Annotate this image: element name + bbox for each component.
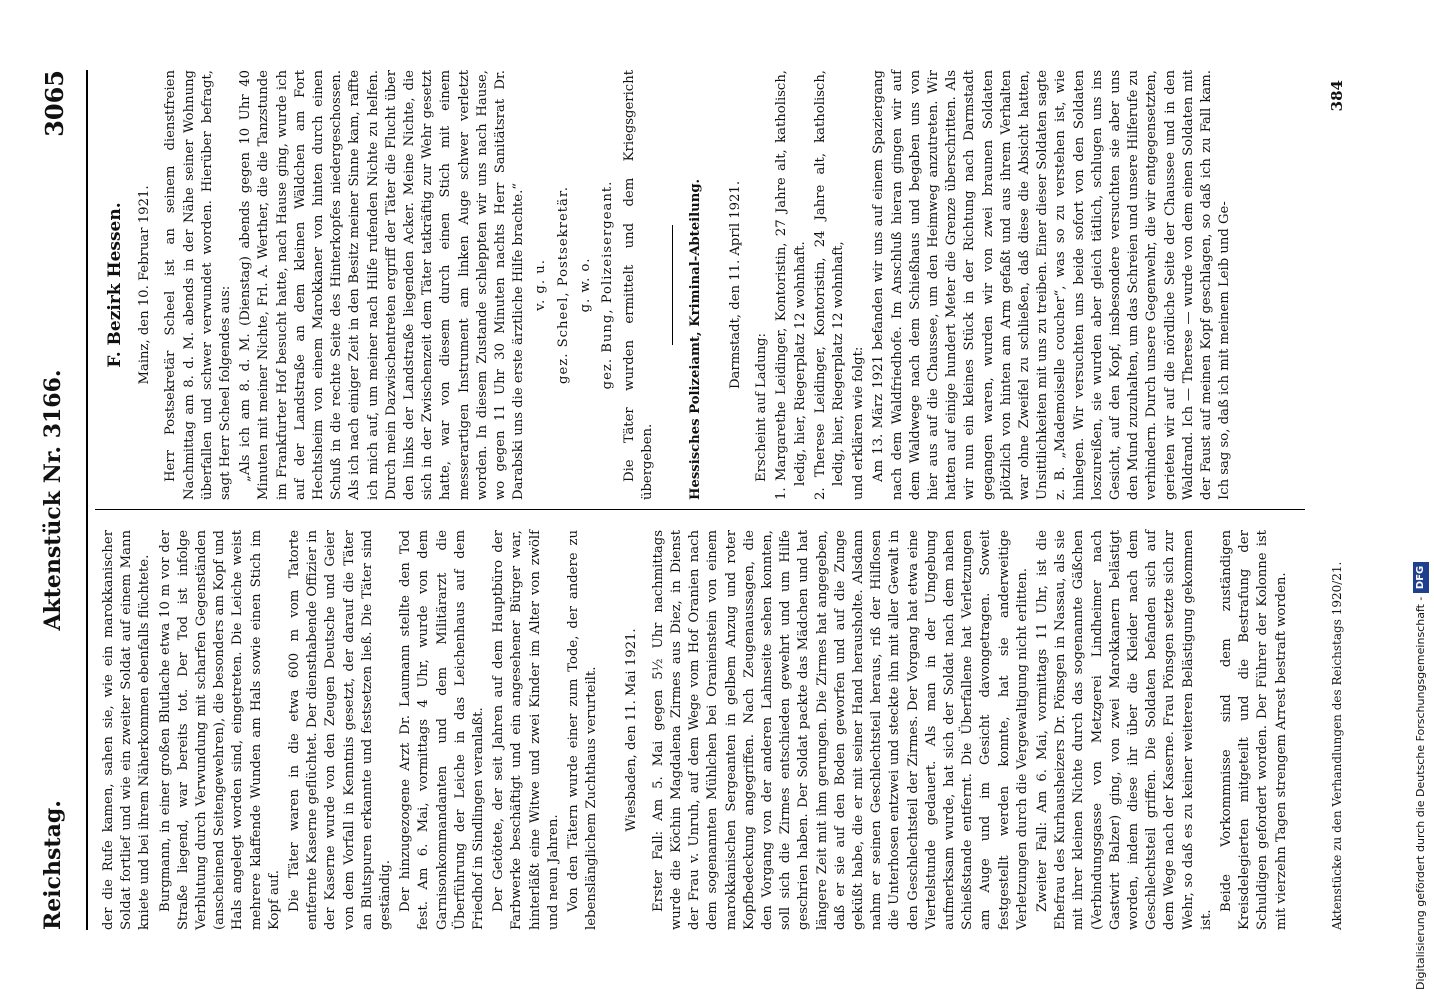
signature-line-1: v. g. u. <box>533 259 549 311</box>
signature-line-4: gez. Bung, Polizeisergeant. <box>600 180 616 390</box>
left-paragraph-9: Beide Vorkommnisse sind dem zuständigen Kreisdelegierten mitgeteilt und die Bestrafung der Schuldigen gefordert worden. Der Führer der Kolonne ist mit vierzehn Tagen strengem Arrest bestraft worden. <box>1218 530 1289 930</box>
left-dateline: Wiesbaden, den 11. Mai 1921. <box>624 628 640 832</box>
right-paragraph-4: und erklären wie folgt: <box>851 346 867 500</box>
digitization-credit <box>1410 10 1432 990</box>
witness-item-1: 1. Margarethe Leidinger, Kontoristin, 27 Jahre alt, katholisch, ledig, hier, Riegerplatz 12 wohnhaft. <box>774 70 808 500</box>
left-paragraph-4: Der hinzugezogene Arzt Dr. Laumann stellte den Tod fest. Am 6. Mai, vormittags 4 Uhr, wurde von dem Garnisonkommandanten und dem Militärarzt die Überführung der Leiche in das Leichenhaus auf dem Friedhof in Sindlingen veranlaßt. <box>398 530 487 930</box>
header-left: Reichstag. <box>40 800 66 930</box>
left-column <box>100 530 1289 930</box>
section-divider <box>672 225 673 345</box>
column-divider <box>95 509 1305 510</box>
left-paragraph-8: Zweiter Fall: Am 6. Mai, vormittags 11 Uhr, ist die Ehefrau des Kurhausheizers Dr. Pönsgen in Nassau, als sie mit ihrer kleinen Nichte durch das sogenannte Gäßchen (Verbindungsgasse von Metzgerei Lindheimer nach Gastwirt Balzer) ging, von zwei Marokkanern belästigt worden, indem diese ihr über die Kleider nach dem Geschlechtsteil griffen. Die Soldaten befanden sich auf dem Wege nach der Kaserne. Frau Pönsgen setzte sich zur Wehr, so daß es zu keiner weiteren Belästigung gekommen ist. <box>1034 530 1214 930</box>
signature-line-3: g. w. o. <box>577 257 593 313</box>
signature-line-2: gez. Scheel, Postsekretär. <box>555 186 571 384</box>
section-title: F. Bezirk Hessen. <box>105 202 125 368</box>
right-paragraph-2: „Als ich am 8. d. M. (Dienstag) abends gegen 10 Uhr 40 Minuten mit meiner Nichte, Frl. A. Werther, die die Tanzstunde im Frankfurter Hof besucht hatte, nach Hause ging, wurde ich auf der Landstraße an dem kleinen Wäldchen am Fort Hechtsheim von einem Marokkaner von hinten durch einen Schuß in die rechte Seite des Hinterkopfes niedergeschossen. Als ich nach einiger Zeit in den Besitz meiner Sinne kam, raffte ich mich auf, um meiner nach Hilfe rufenden Nichte zu helfen. Durch mein Dazwischentreten ergriff der Täter die Flucht über den links der Landstraße liegenden Acker. Meine Nichte, die sich in der Zwischenzeit dem Täter tatkräftig zur Wehr gesetzt hatte, war von diesem durch einen Stich mit einem messerartigen Instrument am linken Auge schwer verletzt worden. In diesem Zustande schleppten wir uns nach Hause, wo gegen 11 Uhr 30 Minuten nachts Herr Sanitätsrat Dr. Darabski uns die erste ärztliche Hilfe brachte.“ <box>238 70 527 500</box>
office-heading: Hessisches Polizeiamt, Kriminal-Abteilung. <box>687 178 703 500</box>
left-paragraph-1: der die Rufe kamen, sahen sie, wie ein marokkanischer Soldat fortlief und wie ein zweiter Soldat auf einem Mann kniete und bei ihrem Näherkommen ebenfalls flüchtete. <box>101 530 153 930</box>
header-page-number: 3065 <box>40 70 69 137</box>
page-header <box>40 70 82 930</box>
right-dateline-2: Darmstadt, den 11. April 1921. <box>727 180 743 390</box>
witness-item-2: 2. Therese Leidinger, Kontoristin, 24 Jahre alt, katholisch, ledig, hier, Riegerplatz 12 wohnhaft, <box>812 70 846 500</box>
right-column <box>100 70 1236 500</box>
right-paragraph-5: Am 13. März 1921 befanden wir uns auf einem Spaziergang nach dem Waldfriedhofe. Im Anschluß hieran gingen wir auf dem Waldwege nach dem Schießhaus und begaben uns von hier aus auf die Chaussee, um den Heimweg anzutreten. Wir hatten auf einige hundert Meter die Grenze überschritten. Als wir nun ein kleines Stück in der Richtung nach Darmstadt gegangen waren, wurden wir von zwei braunen Soldaten plötzlich von hinten am Arm gefaßt und aus ihrem Verhalten war ohne Zweifel zu schließen, daß diese die Absicht hatten, Unsittlichkeiten mit uns zu treiben. Einer dieser Soldaten sagte z. B. „Mademoiselle coucher“, was so zu verstehen ist, wie hinlegen. Wir versuchten uns beide sofort von den Soldaten loszureißen, sie wurden aber gleich tätlich, schlugen uns ins Gesicht, auf den Kopf, insbesondere versuchten sie aber uns den Mund zuzuhalten, um das Schreien und unsere Hilferufe zu verhindern. Durch unsere Gegenwehr, die wir entgegensetzten, gerieten wir auf die nördliche Seite der Chaussee und in den Waldrand. Ich — Therese — wurde von dem einen Soldaten mit der Faust auf meinen Kopf geschlagen, so daß ich zu Fall kam. Ich sag so, daß ich mit meinem Leib und Ge- <box>871 70 1233 500</box>
left-paragraph-7: Erster Fall: Am 5. Mai gegen 5½ Uhr nachmittags wurde die Köchin Magdalena Zirmes aus Diez, in Dienst der Frau v. Unruh, auf dem Wege vom Hof Oranien nach dem sogenannten Mühlchen bei Oranienstein von einem marokkanischen Sergeanten in gelbem Anzug und roter Kopfbedeckung angegriffen. Nach Zeugenaussagen, die den Vorgang von der anderen Lahnseite sehen konnten, soll sich die Zirmes entschieden gewehrt und um Hilfe geschrien haben. Der Soldat packte das Mädchen und hat längere Zeit mit ihm gerungen. Die Zirmes hat angegeben, daß er sie auf den Boden geworfen und auf die Zunge geküßt habe, die er mit seiner Hand herausholte. Alsdann nahm er seinen Geschlechtsteil heraus, riß der Hilflosen die Unterhosen entzwei und steckte ihn mit aller Gewalt in den Geschlechtsteil der Zirmes. Der Vorgang hat etwa eine Viertelstunde gedauert. Als man in der Umgebung aufmerksam wurde, hat sich der Soldat nach dem nahen Schießstande entfernt. Die Überfallene hat Verletzungen am Auge und im Gesicht davongetragen. Soweit festgestellt werden konnte, hat sie anderweitige Verletzungen durch die Vergewaltigung nicht erlitten. <box>650 530 1030 930</box>
witness-list <box>773 70 848 500</box>
right-dateline-1: Mainz, den 10. Februar 1921. <box>137 185 153 385</box>
left-paragraph-2: Burgmann, in einer großen Blutlache etwa 10 m vor der Straße liegend, war bereits tot. Der Tod ist infolge Verblutung durch Verwundung mit scharfen Gegenständen (anscheinend Seitengewehren), die besonders am Kopf und Hals angelegt worden sind, eingetreten. Die Leiche weist mehrere klaffende Wunden am Hals sowie einen Stich im Kopf auf. <box>157 530 282 930</box>
left-paragraph-5: Der Getötete, der seit Jahren auf dem Hauptbüro der Farbwerke beschäftigt und ein angesehener Bürger war, hinterläßt eine Witwe und zwei Kinder im Alter von zwölf und neun Jahren. <box>491 530 561 930</box>
credit-text: Digitalisierung gefördert durch die Deutsche Forschungsgemeinschaft - <box>1414 596 1427 990</box>
footer-page-number: 384 <box>1328 80 1346 112</box>
left-paragraph-3: Die Täter waren in die etwa 600 m vom Tatorte entfernte Kaserne geflüchtet. Der diensthabende Offizier in der Kaserne wurde von den Zeugen Deutsche und Geier von dem Vorfall in Kenntnis gesetzt, der darauf die Täter an Blutspuren erkannte und festsetzen ließ. Die Täter sind geständig. <box>287 530 394 930</box>
header-rule <box>86 70 88 930</box>
summons-intro: Erscheint auf Ladung: <box>754 333 770 482</box>
right-paragraph-3: Die Täter wurden ermittelt und dem Kriegsgericht übergeben. <box>622 70 656 500</box>
left-paragraph-6: Von den Tätern wurde einer zum Tode, der andere zu lebenslänglichem Zuchthaus verurteilt. <box>566 530 600 930</box>
dfg-logo: DFG <box>1413 562 1429 593</box>
header-title: Aktenstück Nr. 3166. <box>40 369 66 631</box>
footer-source: Aktenstücke zu den Verhandlungen des Reichstags 1920/21. <box>1330 561 1344 930</box>
right-paragraph-1: Herr Postsekretär Scheel ist an seinem dienstfreien Nachmittag am 8. d. M. abends in der Nähe seiner Wohnung überfallen und schwer verwundet worden. Hierüber befragt, sagt Herr Scheel folgendes aus: <box>163 70 234 500</box>
